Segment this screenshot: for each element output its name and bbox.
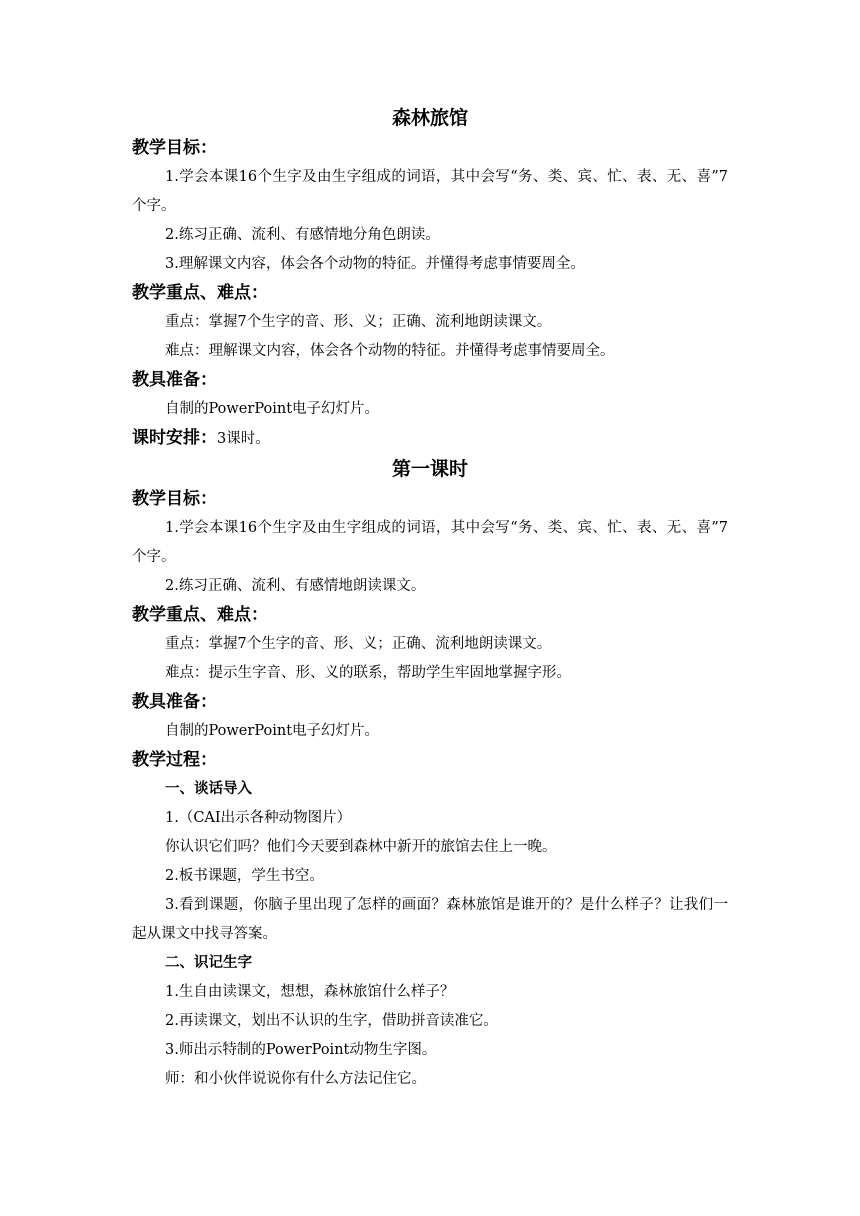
- overview-schedule: [132, 424, 728, 453]
- section-heading: 教具准备：: [132, 692, 217, 712]
- lesson1-key-points: [132, 601, 728, 688]
- paragraph: 难点：理解课文内容，体会各个动物的特征。并懂得考虑事情要周全。: [165, 343, 615, 359]
- paragraph: 自制的PowerPoint电子幻灯片。: [165, 723, 380, 739]
- section-heading: 教学目标：: [132, 138, 217, 158]
- paragraph: 1.学会本课16个生字及由生字组成的词语，其中会写“务、类、宾、忙、表、无、喜”7个字。: [132, 520, 728, 565]
- paragraph: 2.练习正确、流利、有感情地朗读课文。: [165, 578, 426, 594]
- paragraph: 2.再读课文，划出不认识的生字，借助拼音读准它。: [165, 1013, 498, 1029]
- paragraph: 重点：掌握7个生字的音、形、义；正确、流利地朗读课文。: [165, 314, 552, 330]
- overview-key-points: [132, 279, 728, 366]
- lesson-title: 第一课时: [391, 458, 468, 480]
- paragraph: 3.理解课文内容，体会各个动物的特征。并懂得考虑事情要周全。: [165, 256, 585, 272]
- paragraph: 1.（CAI出示各种动物图片）: [165, 810, 352, 826]
- paragraph: 你认识它们吗？他们今天要到森林中新开的旅馆去住上一晚。: [165, 839, 557, 855]
- paragraph: 1.学会本课16个生字及由生字组成的词语，其中会写“务、类、宾、忙、表、无、喜”7个字。: [132, 169, 728, 214]
- section-heading: 教学过程：: [132, 750, 217, 770]
- paragraph: 3.看到课题，你脑子里出现了怎样的画面？森林旅馆是谁开的？是什么样子？让我们一起从课文中找寻答案。: [132, 897, 728, 942]
- schedule-value: 3课时。: [217, 431, 270, 447]
- paragraph: 师：和小伙伴说说你有什么方法记住它。: [165, 1071, 426, 1087]
- paragraph: 难点：提示生字音、形、义的联系，帮助学生牢固地掌握字形。: [165, 665, 571, 681]
- process-step-heading: 二、识记生字: [165, 955, 252, 971]
- paragraph: 1.生自由读课文，想想，森林旅馆什么样子？: [165, 984, 455, 1000]
- paragraph: 3.师出示特制的PowerPoint动物生字图。: [165, 1042, 437, 1058]
- paragraph: 2.板书课题，学生书空。: [165, 868, 324, 884]
- document-page: [132, 104, 728, 1094]
- paragraph: 自制的PowerPoint电子幻灯片。: [165, 401, 380, 417]
- section-heading: 课时安排：: [132, 428, 217, 448]
- document-title: 森林旅馆: [391, 107, 468, 129]
- section-heading: 教学重点、难点：: [132, 605, 268, 625]
- process-step-heading: 一、谈话导入: [165, 781, 252, 797]
- paragraph: 重点：掌握7个生字的音、形、义；正确、流利地朗读课文。: [165, 636, 552, 652]
- overview-materials: [132, 366, 728, 424]
- section-heading: 教具准备：: [132, 370, 217, 390]
- lesson1-objectives: [132, 485, 728, 601]
- lesson1-process: [132, 746, 728, 1094]
- lesson1-materials: [132, 688, 728, 746]
- paragraph: 2.练习正确、流利、有感情地分角色朗读。: [165, 227, 440, 243]
- section-heading: 教学重点、难点：: [132, 283, 268, 303]
- section-heading: 教学目标：: [132, 489, 217, 509]
- overview-objectives: [132, 134, 728, 279]
